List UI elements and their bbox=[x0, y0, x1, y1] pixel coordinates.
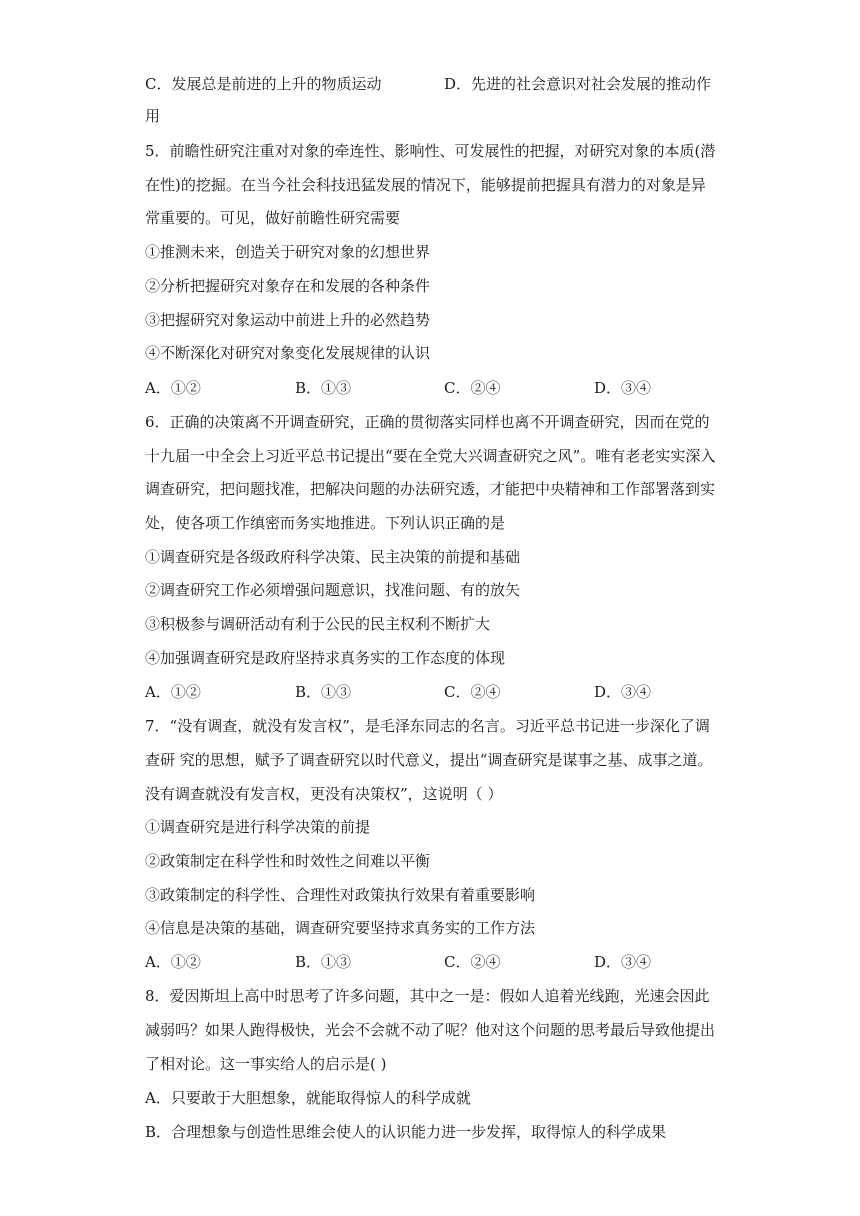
q5-option-a: A．①② bbox=[145, 379, 201, 397]
q7-option-b: B．①③ bbox=[295, 953, 352, 971]
q7-stem-line-2: 查研 究的思想，赋予了调查研究以时代意义，提出“调查研究是谋事之基、成事之道。 bbox=[145, 751, 713, 769]
q5-option-c: C．②④ bbox=[444, 379, 501, 397]
q8-stem-line-3: 了相对论。这一事实给人的启示是( ) bbox=[145, 1055, 387, 1073]
q5-item-3: ③把握研究对象运动中前进上升的必然趋势 bbox=[145, 311, 431, 329]
q6-item-4: ④加强调查研究是政府坚持求真务实的工作态度的体现 bbox=[145, 649, 506, 667]
q5-item-4: ④不断深化对研究对象变化发展规律的认识 bbox=[145, 344, 431, 362]
q7-stem-line-3: 没有调查就没有发言权，更没有决策权”，这说明（ ） bbox=[145, 785, 503, 803]
q7-option-d: D．③④ bbox=[594, 953, 652, 971]
q5-stem-line-2: 在性)的挖掘。在当今社会科技迅猛发展的情况下，能够提前把握具有潜力的对象是异 bbox=[145, 176, 706, 194]
q7-option-c: C．②④ bbox=[444, 953, 501, 971]
q4-option-d-wrap: 用 bbox=[145, 107, 161, 125]
q5-option-b: B．①③ bbox=[295, 379, 352, 397]
q7-item-1: ①调查研究是进行科学决策的前提 bbox=[145, 818, 371, 836]
q5-stem-line-3: 常重要的。可见，做好前瞻性研究需要 bbox=[145, 209, 401, 227]
q7-item-3: ③政策制定的科学性、合理性对政策执行效果有着重要影响 bbox=[145, 886, 536, 904]
q6-stem-line-4: 处，使各项工作缜密而务实地推进。下列认识正确的是 bbox=[145, 514, 506, 532]
q5-item-1: ①推测未来，创造关于研究对象的幻想世界 bbox=[145, 243, 431, 261]
q6-option-d: D．③④ bbox=[594, 683, 652, 701]
q6-item-2: ②调查研究工作必须增强问题意识，找准问题、有的放矢 bbox=[145, 581, 521, 599]
q7-option-a: A．①② bbox=[145, 953, 201, 971]
q6-option-c: C．②④ bbox=[444, 683, 501, 701]
q6-stem-line-2: 十九届一中全会上习近平总书记提出“要在全党大兴调查研究之风”。唯有老老实实深入 bbox=[145, 447, 716, 465]
q6-item-3: ③积极参与调研活动有利于公民的民主权利不断扩大 bbox=[145, 615, 491, 633]
q5-stem-line-1: 5．前瞻性研究注重对对象的牵连性、影响性、可发展性的把握，对研究对象的本质(潜 bbox=[145, 142, 716, 160]
q7-item-4: ④信息是决策的基础，调查研究要坚持求真务实的工作方法 bbox=[145, 919, 536, 937]
q7-stem-line-1: 7．“没有调查，就没有发言权”，是毛泽东同志的名言。习近平总书记进一步深化了调 bbox=[145, 717, 710, 735]
q4-option-c: C．发展总是前进的上升的物质运动 bbox=[145, 75, 382, 93]
q8-stem-line-2: 减弱吗？如果人跑得极快，光会不会就不动了呢？他对这个问题的思考最后导致他提出 bbox=[145, 1021, 716, 1039]
q6-option-b: B．①③ bbox=[295, 683, 352, 701]
q7-item-2: ②政策制定在科学性和时效性之间难以平衡 bbox=[145, 852, 431, 870]
q6-stem-line-3: 调查研究，把问题找准，把解决问题的办法研究透，才能把中央精神和工作部署落到实 bbox=[145, 480, 716, 498]
q5-option-d: D．③④ bbox=[594, 379, 652, 397]
q8-stem-line-1: 8．爱因斯坦上高中时思考了许多问题，其中之一是：假如人追着光线跑，光速会因此 bbox=[145, 987, 710, 1005]
q4-option-d: D．先进的社会意识对社会发展的推动作 bbox=[444, 75, 712, 93]
q5-item-2: ②分析把握研究对象存在和发展的各种条件 bbox=[145, 277, 431, 295]
q8-option-b: B．合理想象与创造性思维会使人的认识能力进一步发挥，取得惊人的科学成果 bbox=[145, 1123, 667, 1141]
q6-option-a: A．①② bbox=[145, 683, 201, 701]
q6-stem-line-1: 6．正确的决策离不开调查研究，正确的贯彻落实同样也离不开调查研究，因而在党的 bbox=[145, 413, 710, 431]
q8-option-a: A．只要敢于大胆想象，就能取得惊人的科学成就 bbox=[145, 1089, 471, 1107]
q6-item-1: ①调查研究是各级政府科学决策、民主决策的前提和基础 bbox=[145, 548, 521, 566]
